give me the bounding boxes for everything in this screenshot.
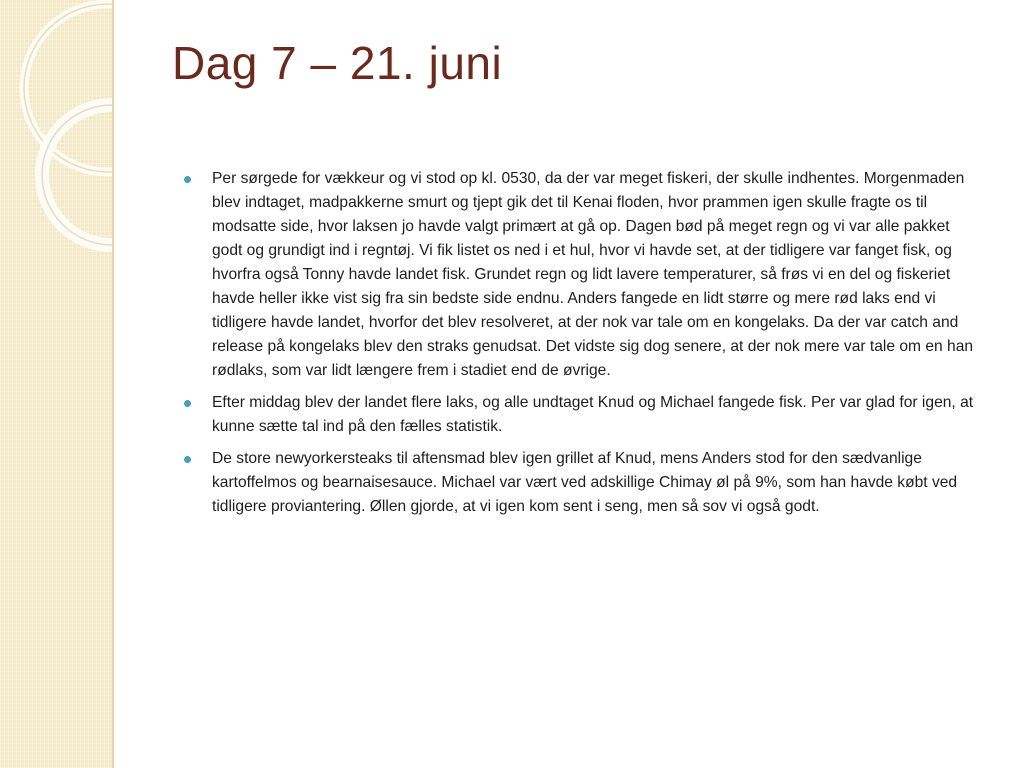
bullet-list: [184, 167, 984, 527]
bullet-text: De store newyorkersteaks til aftensmad blev igen grillet af Knud, mens Anders stod for den sædvanlige kartoffelmos og bearnaisesauce. Michael var vært ved adskillige Chimay øl på 9%, som han havde købt ved tidligere proviantering. Øllen gjorde, at vi igen kom sent i seng, men så sov vi også godt.: [212, 450, 958, 515]
bullet-dot-icon: [184, 176, 191, 183]
bullet-text: Per sørgede for vækkeur og vi stod op kl. 0530, da der var meget fiskeri, der skulle indhentes. Morgenmaden blev indtaget, madpakkerne smurt og tjept gik det til Kenai floden, hvor prammen igen skulle fragte os til modsatte side, hvor laksen jo havde valgt primært at gå op. Dagen bød på meget regn og vi var alle pakket godt og grundigt ind i regntøj. Vi fik listet os ned i et hul, hvor vi havde set, at der tidligere var fanget fisk, og hvorfra også Tonny havde landet fisk. Grundet regn og lidt lavere temperaturer, så frøs vi en del og fiskeriet havde heller ikke vist sig fra sin bedste side endnu. Anders fangede en lidt større og mere rød laks end vi tidligere havde landet, hvorfor det blev resolveret, at der nok var tale om en kongelaks. Da der var catch and release på kongelaks blev den straks genudsat. Det vidste sig dog senere, at der nok mere var tale om en han rødlaks, som var lidt længere frem i stadiet end de øvrige.: [212, 170, 974, 379]
bullet-item: [184, 391, 984, 439]
slide-title: Dag 7 – 21. juni: [172, 37, 503, 89]
decorative-side-panel: [0, 0, 112, 768]
bullet-item: [184, 447, 984, 519]
bullet-item: [184, 167, 984, 383]
bullet-dot-icon: [184, 400, 191, 407]
decorative-rings-icon: [0, 0, 112, 768]
side-panel-edge: [112, 0, 114, 768]
bullet-dot-icon: [184, 456, 191, 463]
bullet-text: Efter middag blev der landet flere laks, og alle undtaget Knud og Michael fangede fisk. Per var glad for igen, at kunne sætte tal ind på den fælles statistik.: [212, 394, 974, 435]
